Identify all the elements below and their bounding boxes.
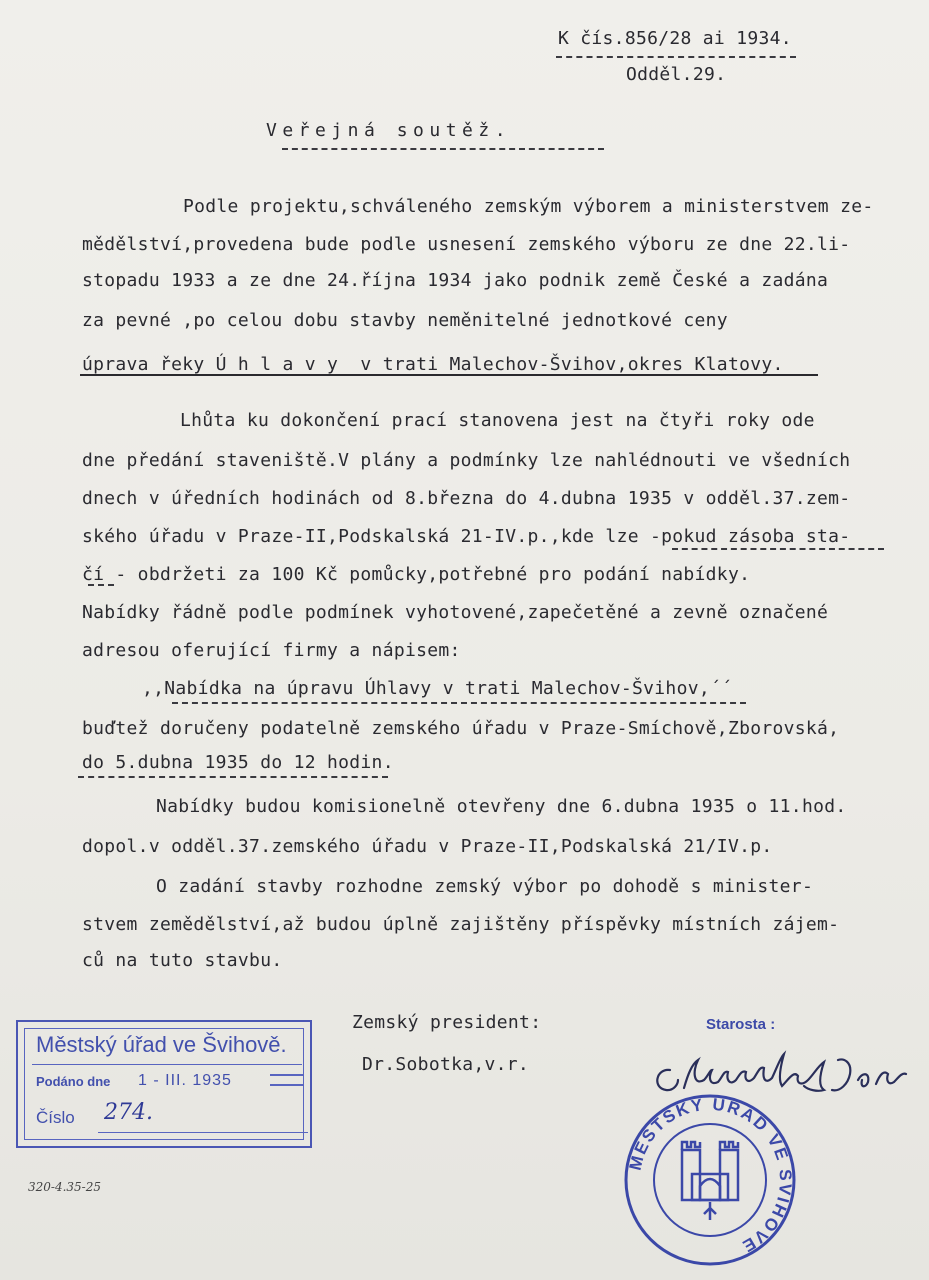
p2-line-5-underline (88, 584, 114, 586)
registry-stamp-number-label: Číslo (36, 1108, 75, 1127)
p2-line-4-underline (672, 548, 884, 550)
p2-line-2: dne předání staveniště.V plány a podmínky lze nahlédnouti ve všedních (82, 450, 851, 471)
p1-line-1: Podle projektu,schváleného zemským výborem a ministerstvem ze- (183, 196, 874, 217)
reference-number: K čís.856/28 ai 1934. (558, 28, 792, 49)
p2-line-3: dnech v úředních hodinách od 8.března do 4.dubna 1935 v odděl.37.zem- (82, 488, 851, 509)
signatory-name: Dr.Sobotka,v.r. (362, 1054, 530, 1075)
p5-line-3: ců na tuto stavbu. (82, 950, 283, 971)
p1-line-2: mědělství,provedena bude podle usnesení zemského výboru ze dne 22.li- (82, 234, 851, 255)
reference-underline (556, 56, 796, 58)
municipal-round-stamp (620, 1090, 800, 1270)
signatory-role: Zemský president: (352, 1012, 542, 1033)
round-stamp-text: MĚSTSKÝ ÚŘAD VE ŠVIHOVĚ (625, 1094, 796, 1257)
p3-line-1: Nabídky řádně podle podmínek vyhotovené,zapečetěné a zevně označené (82, 602, 829, 623)
p1-line-3: stopadu 1933 a ze dne 24.října 1934 jako podnik země České a zadána (82, 270, 829, 291)
p3-line-3-underline (172, 702, 746, 704)
p1-line-5-underline (80, 374, 818, 376)
p1-line-4: za pevné ,po celou dobu stavby neměnitelné jednotkové ceny (82, 310, 728, 331)
p3-line-4: buďtež doručeny podatelně zemského úřadu v Praze-Smíchově,Zborovská, (82, 718, 840, 739)
registry-stamp-received-date: 1 - III. 1935 (138, 1072, 232, 1089)
p2-line-5: čí - obdržeti za 100 Kč pomůcky,potřebné pro podání nabídky. (82, 564, 751, 585)
p3-line-5-underline (78, 776, 388, 778)
p3-line-3: ,,Nabídka na úpravu Úhlavy v trati Malechov-Švihov,´´ (142, 678, 733, 699)
p2-line-4: ského úřadu v Praze-II,Podskalská 21-IV.p.,kde lze -pokud zásoba sta- (82, 526, 851, 547)
registry-stamp-number-line (98, 1132, 308, 1133)
title-underline (282, 148, 604, 150)
castle-emblem-icon (682, 1142, 738, 1220)
p2-line-1: Lhůta ku dokončení prací stanovena jest na čtyři roky ode (180, 410, 815, 431)
p4-line-1: Nabídky budou komisionelně otevřeny dne 6.dubna 1935 o 11.hod. (156, 796, 847, 817)
pencil-reference-note: 320-4.35-25 (28, 1180, 102, 1194)
registry-stamp-number-value: 274. (104, 1100, 153, 1125)
department-number: Odděl.29. (626, 64, 727, 85)
p3-line-2: adresou oferující firmy a nápisem: (82, 640, 461, 661)
registry-stamp-double-rule (270, 1074, 304, 1086)
p1-line-5: úprava řeky Ú h l a v y v trati Malechov-Švihov,okres Klatovy. (82, 354, 784, 375)
registry-stamp-received-label: Podáno dne (36, 1074, 111, 1089)
registry-stamp-divider (32, 1064, 302, 1065)
mayor-label: Starosta : (706, 1016, 776, 1033)
registry-stamp-office: Městský úřad ve Švihově. (36, 1032, 287, 1057)
p5-line-2: stvem zemědělství,až budou úplně zajištěny příspěvky místních zájem- (82, 914, 840, 935)
document-title: Veřejná soutěž. (266, 120, 512, 141)
p3-line-5: do 5.dubna 1935 do 12 hodin. (82, 752, 394, 773)
p4-line-2: dopol.v odděl.37.zemského úřadu v Praze-II,Podskalská 21/IV.p. (82, 836, 773, 857)
p5-line-1: O zadání stavby rozhodne zemský výbor po dohodě s minister- (156, 876, 814, 897)
registry-stamp (16, 1020, 312, 1148)
